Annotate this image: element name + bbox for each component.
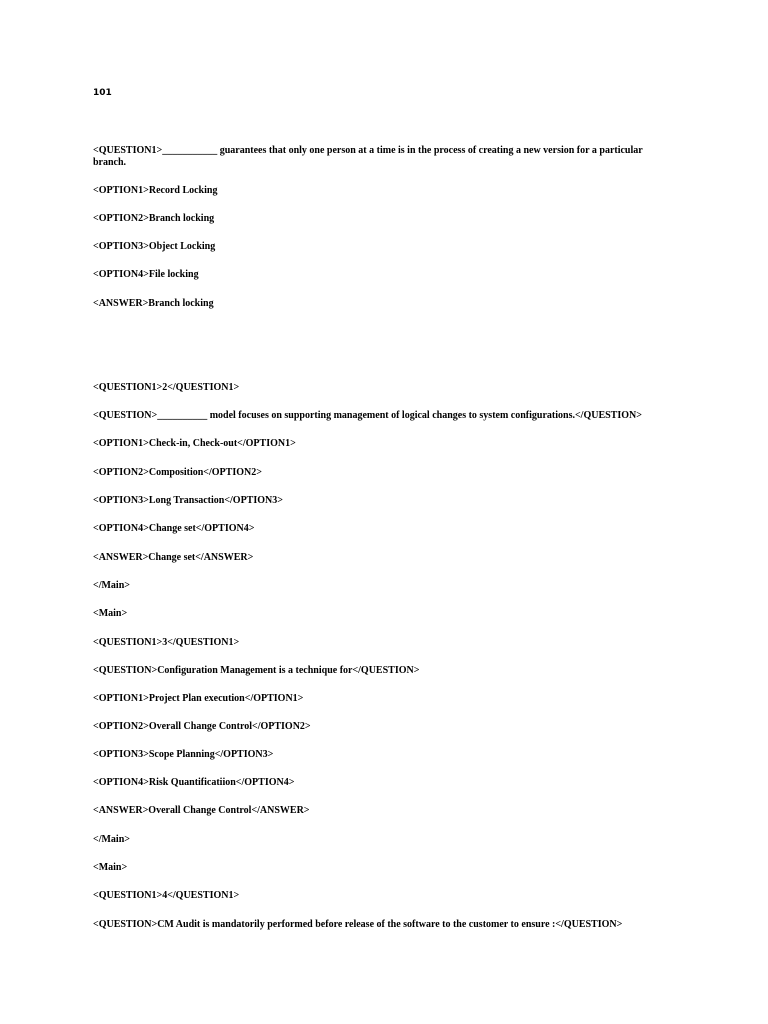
main-open-tag: <Main>	[93, 862, 128, 873]
question-1-text: <QUESTION1>___________ guarantees that only one person at a time is in the process of creating a new version for a particular branch.	[93, 145, 643, 168]
main-close-tag: </Main>	[93, 580, 130, 591]
q3-answer: <ANSWER>Overall Change Control</ANSWER>	[93, 805, 310, 816]
page-number: 101	[93, 88, 112, 98]
q2-option-3: <OPTION3>Long Transaction</OPTION3>	[93, 495, 283, 506]
q2-option-2: <OPTION2>Composition</OPTION2>	[93, 467, 262, 478]
question-3-text: <QUESTION>Configuration Management is a technique for</QUESTION>	[93, 665, 420, 676]
q1-answer: <ANSWER>Branch locking	[93, 298, 214, 309]
q1-option-4: <OPTION4>File locking	[93, 269, 199, 280]
q3-option-1: <OPTION1>Project Plan execution</OPTION1>	[93, 693, 304, 704]
main-close-tag: </Main>	[93, 834, 130, 845]
q3-option-3: <OPTION3>Scope Planning</OPTION3>	[93, 749, 274, 760]
question-4-text: <QUESTION>CM Audit is mandatorily performed before release of the software to the customer to ensure :</QUESTION>	[93, 919, 623, 930]
question-3-number: <QUESTION1>3</QUESTION1>	[93, 637, 240, 648]
question-2-number: <QUESTION1>2</QUESTION1>	[93, 382, 240, 393]
main-open-tag: <Main>	[93, 608, 128, 619]
q2-answer: <ANSWER>Change set</ANSWER>	[93, 552, 254, 563]
q2-option-4: <OPTION4>Change set</OPTION4>	[93, 523, 255, 534]
q3-option-4: <OPTION4>Risk Quantificatiion</OPTION4>	[93, 777, 295, 788]
q1-option-2: <OPTION2>Branch locking	[93, 213, 215, 224]
question-2-text: <QUESTION>__________ model focuses on supporting management of logical changes to system configurations.</QUESTION>	[93, 410, 642, 421]
q2-option-1: <OPTION1>Check-in, Check-out</OPTION1>	[93, 438, 296, 449]
question-4-number: <QUESTION1>4</QUESTION1>	[93, 890, 240, 901]
q1-option-1: <OPTION1>Record Locking	[93, 185, 218, 196]
q1-option-3: <OPTION3>Object Locking	[93, 241, 216, 252]
q3-option-2: <OPTION2>Overall Change Control</OPTION2>	[93, 721, 311, 732]
